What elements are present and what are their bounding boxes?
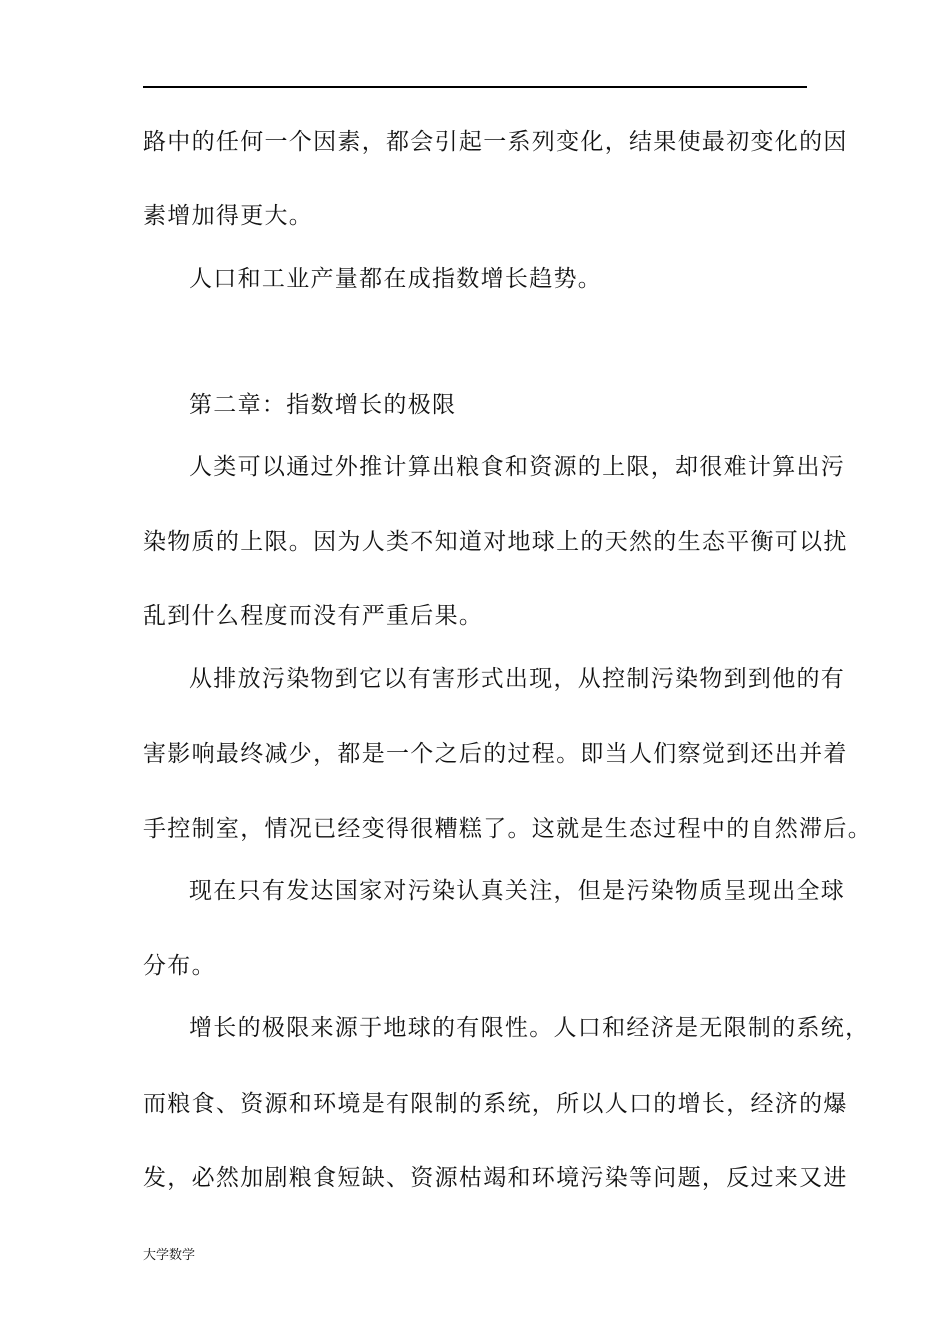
text-line-12: 分布。 <box>143 953 216 979</box>
page-footer: 大学数学 <box>143 1248 196 1263</box>
text-line-1: 路中的任何一个因素，都会引起一系列变化，结果使最初变化的因 <box>143 129 848 155</box>
text-line-6: 染物质的上限。因为人类不知道对地球上的天然的生态平衡可以扰 <box>143 529 848 555</box>
text-line-13: 增长的极限来源于地球的有限性。人口和经济是无限制的系统， <box>189 1015 870 1041</box>
chapter-heading: 第二章：指数增长的极限 <box>189 392 457 418</box>
text-line-8: 从排放污染物到它以有害形式出现，从控制污染物到到他的有 <box>189 666 846 692</box>
text-line-11: 现在只有发达国家对污染认真关注，但是污染物质呈现出全球 <box>189 878 846 904</box>
text-line-15: 发，必然加剧粮食短缺、资源枯竭和环境污染等问题，反过来又进 <box>143 1165 848 1191</box>
header-rule <box>143 86 807 88</box>
text-line-10: 手控制室，情况已经变得很糟糕了。这就是生态过程中的自然滞后。 <box>143 816 872 842</box>
text-line-9: 害影响最终减少，都是一个之后的过程。即当人们察觉到还出并着 <box>143 741 848 767</box>
text-line-14: 而粮食、资源和环境是有限制的系统，所以人口的增长，经济的爆 <box>143 1091 848 1117</box>
text-line-3: 人口和工业产量都在成指数增长趋势。 <box>189 266 603 292</box>
text-line-7: 乱到什么程度而没有严重后果。 <box>143 603 484 629</box>
text-line-5: 人类可以通过外推计算出粮食和资源的上限，却很难计算出污 <box>189 454 846 480</box>
text-line-2: 素增加得更大。 <box>143 203 314 229</box>
